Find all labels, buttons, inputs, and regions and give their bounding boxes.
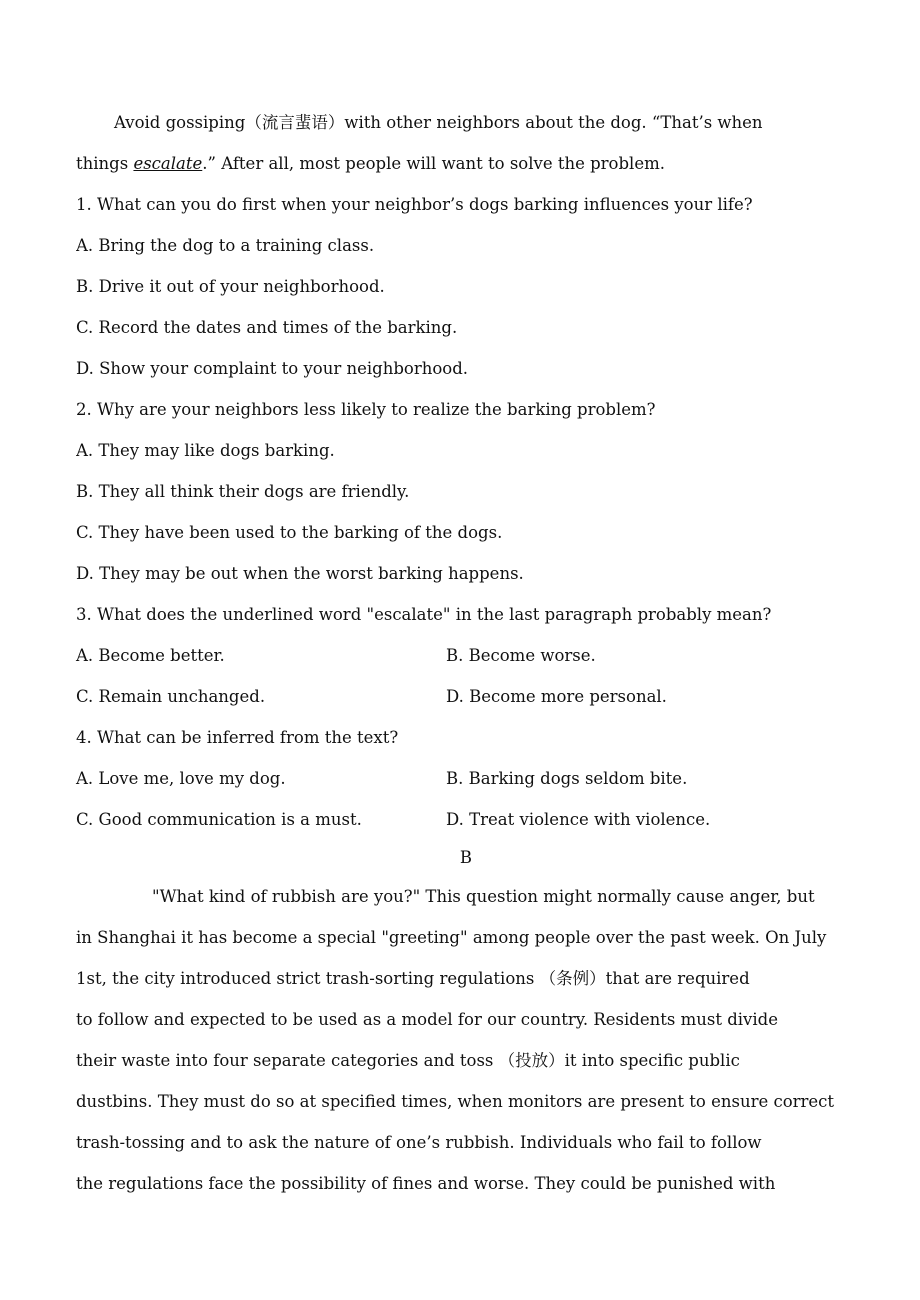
section-b-line-5: their waste into four separate categories and toss （投放）it into specific public	[76, 1051, 740, 1070]
question-1-stem: 1. What can you do first when your neighbor’s dogs barking influences your life?	[76, 195, 753, 214]
passage-a-line-2-end: .” After all, most people will want to solve the problem.	[202, 154, 665, 173]
question-4-option-b: B. Barking dogs seldom bite.	[446, 769, 688, 788]
section-b-line-8: the regulations face the possibility of fines and worse. They could be punished with	[76, 1174, 776, 1193]
question-4-option-c: C. Good communication is a must.	[76, 810, 362, 829]
question-3-options-row-1	[76, 635, 856, 676]
question-2-option-c: C. They have been used to the barking of the dogs.	[76, 523, 503, 542]
question-4-options-row-2	[76, 799, 856, 840]
section-b-line-7: trash-tossing and to ask the nature of one’s rubbish. Individuals who fail to follow	[76, 1133, 762, 1152]
question-1-option-b: B. Drive it out of your neighborhood.	[76, 277, 385, 296]
question-4-option-a: A. Love me, love my dog.	[76, 769, 286, 788]
question-2-stem: 2. Why are your neighbors less likely to realize the barking problem?	[76, 400, 656, 419]
section-b-heading: B	[459, 848, 473, 867]
question-4-option-d: D. Treat violence with violence.	[446, 810, 711, 829]
underlined-word: escalate	[133, 154, 203, 173]
question-3-options-row-2	[76, 676, 856, 717]
section-b-line-2: in Shanghai it has become a special "greeting" among people over the past week. On July	[76, 928, 827, 947]
passage-a-line-2-start: things	[76, 154, 134, 173]
question-3-option-d: D. Become more personal.	[446, 687, 667, 706]
question-1-option-c: C. Record the dates and times of the barking.	[76, 318, 458, 337]
section-b-line-6: dustbins. They must do so at specified times, when monitors are present to ensure correct	[76, 1092, 835, 1111]
question-4-options-row-1	[76, 758, 856, 799]
question-1-option-d: D. Show your complaint to your neighborhood.	[76, 359, 469, 378]
question-2-option-a: A. They may like dogs barking.	[76, 441, 335, 460]
question-1-option-a: A. Bring the dog to a training class.	[76, 236, 375, 255]
section-b-line-3: 1st, the city introduced strict trash-sorting regulations （条例）that are required	[76, 969, 750, 988]
question-3-stem: 3. What does the underlined word "escalate" in the last paragraph probably mean?	[76, 605, 772, 624]
section-b-paragraph	[76, 876, 856, 1204]
question-3-option-a: A. Become better.	[76, 646, 225, 665]
question-4-stem: 4. What can be inferred from the text?	[76, 728, 399, 747]
question-2-option-d: D. They may be out when the worst barking happens.	[76, 564, 524, 583]
document-page	[76, 102, 856, 1204]
section-b-line-4: to follow and expected to be used as a model for our country. Residents must divide	[76, 1010, 778, 1029]
question-3-option-b: B. Become worse.	[446, 646, 596, 665]
question-2-option-b: B. They all think their dogs are friendly.	[76, 482, 410, 501]
section-b-line-1: "What kind of rubbish are you?" This question might normally cause anger, but	[152, 887, 815, 906]
passage-a-line-2	[76, 143, 856, 184]
passage-a-line-1: Avoid gossiping（流言蜚语）with other neighbors about the dog. “That’s when	[114, 113, 763, 132]
question-3-option-c: C. Remain unchanged.	[76, 687, 266, 706]
